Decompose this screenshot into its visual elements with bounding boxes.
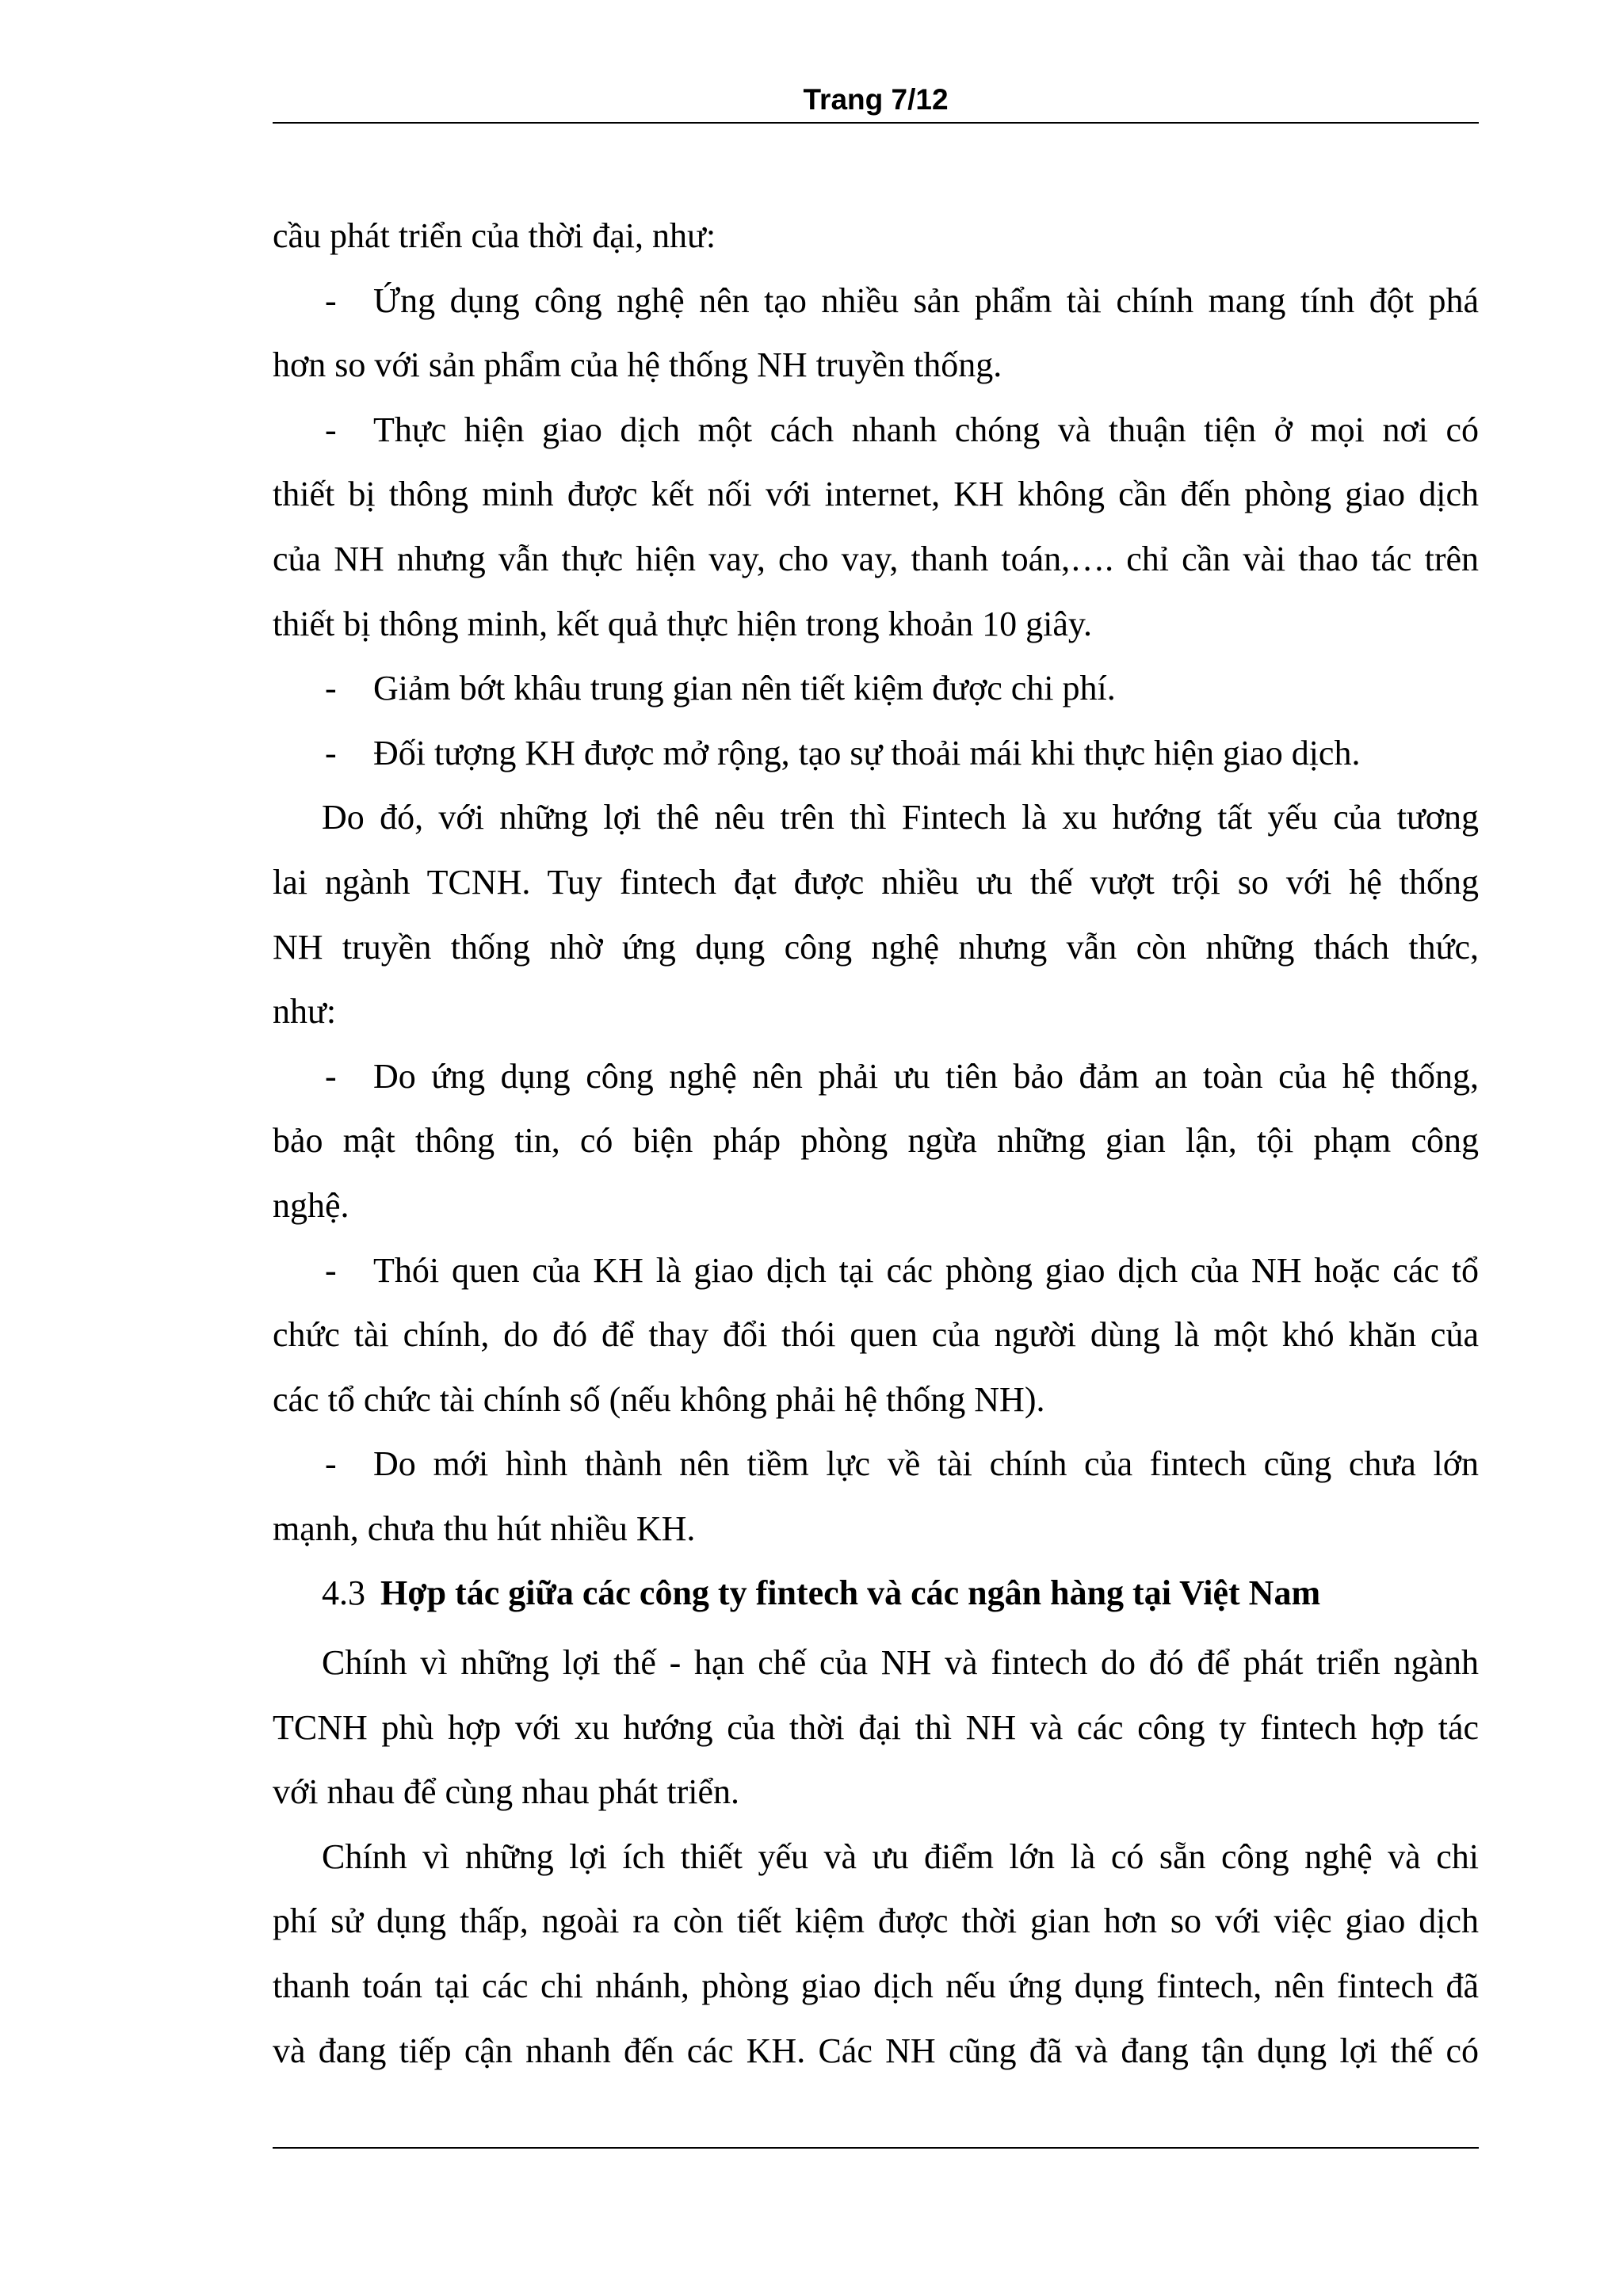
- list-item: [273, 721, 1479, 786]
- list-item: [273, 1044, 1479, 1238]
- list-item: [273, 1238, 1479, 1432]
- text-line: thiết bị thông minh được kết nối với internet, KH không cần đến phòng giao dịch: [273, 475, 1479, 514]
- text-line: phí sử dụng thấp, ngoài ra còn tiết kiệm được thời gian hơn so với việc giao dịch: [273, 1901, 1479, 1941]
- text-line: như:: [273, 992, 337, 1032]
- text-line: hơn so với sản phẩm của hệ thống NH truyền thống.: [273, 345, 1002, 385]
- text-line: lai ngành TCNH. Tuy fintech đạt được nhiều ưu thế vượt trội so với hệ thống: [273, 862, 1479, 902]
- header-rule: [273, 122, 1479, 124]
- paragraph: [273, 1825, 1479, 2083]
- list-dash: -: [325, 410, 337, 449]
- line-text: Do mới hình thành nên tiềm lực về tài chính của fintech cũng chưa lớn: [373, 1444, 1479, 1484]
- section-title: Hợp tác giữa các công ty fintech và các ngân hàng tại Việt Nam: [380, 1573, 1321, 1613]
- paragraph: [273, 785, 1479, 1043]
- line-text: Ứng dụng công nghệ nên tạo nhiều sản phẩm tài chính mang tính đột phá: [373, 280, 1479, 320]
- text-line: [273, 269, 1479, 334]
- line-text: Thói quen của KH là giao dịch tại các phòng giao dịch của NH hoặc các tổ: [373, 1250, 1479, 1290]
- text-line: [273, 1044, 1479, 1109]
- list-item: [273, 1432, 1479, 1561]
- list-dash: -: [325, 280, 337, 320]
- text-line: cầu phát triển của thời đại, như:: [273, 216, 716, 255]
- line-text: Do ứng dụng công nghệ nên phải ưu tiên bảo đảm an toàn của hệ thống,: [373, 1056, 1479, 1096]
- text-line: nghệ.: [273, 1185, 349, 1225]
- footer-rule: [273, 2147, 1479, 2149]
- text-line: TCNH phù hợp với xu hướng của thời đại thì NH và các công ty fintech hợp tác: [273, 1707, 1479, 1747]
- text-line: bảo mật thông tin, có biện pháp phòng ngừa những gian lận, tội phạm công: [273, 1121, 1479, 1161]
- text-line: [273, 721, 1479, 786]
- list-dash: -: [325, 1444, 337, 1484]
- text-line: thanh toán tại các chi nhánh, phòng giao dịch nếu ứng dụng fintech, nên fintech đã: [273, 1966, 1479, 2006]
- text-line: [273, 398, 1479, 463]
- list-dash: -: [325, 733, 337, 772]
- list-dash: -: [325, 1250, 337, 1290]
- text-line: các tổ chức tài chính số (nếu không phải hệ thống NH).: [273, 1379, 1045, 1419]
- text-line: chức tài chính, do đó để thay đổi thói quen của người dùng là một khó khăn của: [273, 1315, 1479, 1355]
- text-line: NH truyền thống nhờ ứng dụng công nghệ nhưng vẫn còn những thách thức,: [273, 927, 1479, 967]
- paragraph: [273, 204, 1479, 269]
- list-dash: -: [325, 669, 337, 708]
- list-item: [273, 269, 1479, 398]
- page-number-header: Trang 7/12: [803, 83, 949, 116]
- text-line: [273, 1238, 1479, 1303]
- list-item: [273, 398, 1479, 656]
- text-line: với nhau để cùng nhau phát triển.: [273, 1772, 739, 1812]
- list-dash: -: [325, 1056, 337, 1096]
- text-line: của NH nhưng vẫn thực hiện vay, cho vay, thanh toán,…. chỉ cần vài thao tác trên: [273, 539, 1479, 578]
- text-line: [273, 1432, 1479, 1497]
- text-line: Chính vì những lợi thế - hạn chế của NH và fintech do đó để phát triển ngành: [322, 1643, 1479, 1683]
- text-line: Do đó, với những lợi thê nêu trên thì Fintech là xu hướng tất yếu của tương: [322, 798, 1479, 837]
- text-line: mạnh, chưa thu hút nhiều KH.: [273, 1508, 696, 1548]
- text-line: [273, 656, 1479, 721]
- paragraph: [273, 1630, 1479, 1825]
- section-number: 4.3: [322, 1573, 365, 1613]
- document-body: [273, 204, 1479, 2083]
- text-line: và đang tiếp cận nhanh đến các KH. Các NH cũng đã và đang tận dụng lợi thế có: [273, 2031, 1479, 2070]
- section-heading: [273, 1561, 1479, 1626]
- text-line: Chính vì những lợi ích thiết yếu và ưu điểm lớn là có sẵn công nghệ và chi: [322, 1836, 1479, 1876]
- list-item: [273, 656, 1479, 721]
- line-text: Thực hiện giao dịch một cách nhanh chóng và thuận tiện ở mọi nơi có: [373, 410, 1479, 449]
- line-text: Giảm bớt khâu trung gian nên tiết kiệm được chi phí.: [373, 669, 1116, 708]
- line-text: Đối tượng KH được mở rộng, tạo sự thoải mái khi thực hiện giao dịch.: [373, 733, 1361, 772]
- text-line: thiết bị thông minh, kết quả thực hiện trong khoản 10 giây.: [273, 604, 1093, 643]
